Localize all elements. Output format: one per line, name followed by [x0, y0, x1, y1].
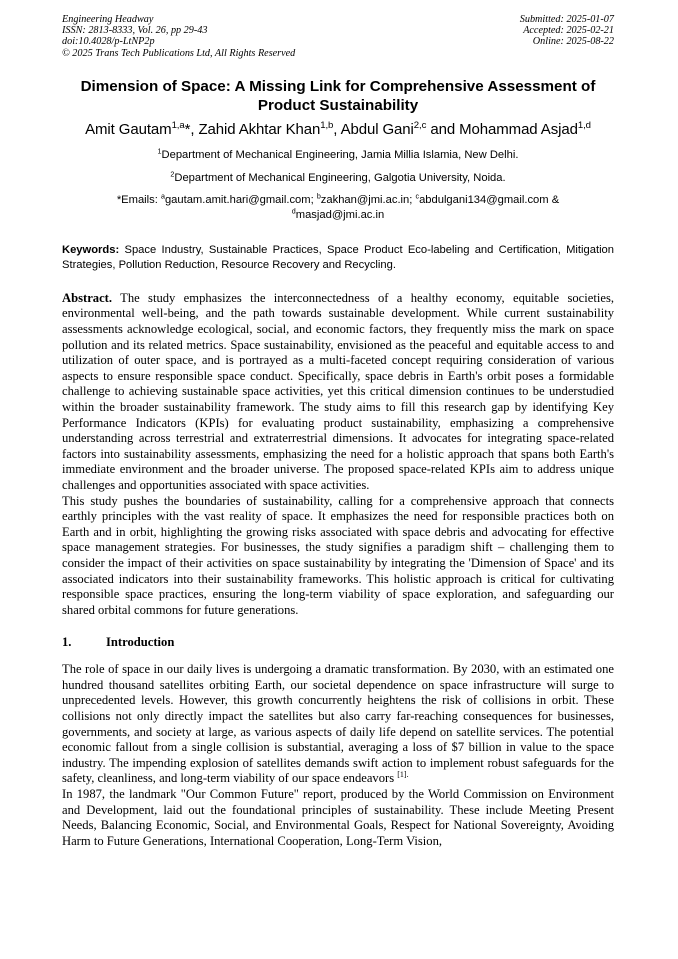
- author-separator: ,: [333, 120, 341, 138]
- author-separator: and: [426, 120, 460, 138]
- keywords: [62, 243, 614, 273]
- author-affiliation-mark: 1,b: [320, 119, 334, 131]
- email-link-d[interactable]: masjad@jmi.ac.in: [295, 208, 385, 221]
- section-heading: [62, 634, 614, 650]
- journal-copyright: © 2025 Trans Tech Publications Ltd, All Rights Reserved: [62, 47, 296, 59]
- affiliation: [62, 171, 614, 185]
- section-number: 1.: [62, 635, 72, 650]
- journal-issn: ISSN: 2813-8333, Vol. 26, pp 29-43: [62, 25, 208, 37]
- email-mark: b: [316, 192, 321, 201]
- introduction-body: [62, 662, 614, 849]
- affiliation-mark: 1: [157, 147, 162, 156]
- author-name: Amit Gautam: [85, 120, 172, 138]
- page-header: [62, 14, 614, 59]
- email-mark: d: [291, 207, 296, 216]
- author-separator: *,: [184, 120, 199, 138]
- abstract-paragraph: This study pushes the boundaries of sustainability, calling for a comprehensive approach that connects earthly principles with the vast reality of space. It emphasizes the need for responsible practices both on Earth and in orbit, highlighting the growing risks associated with space debris and advocating for effective space management strategies. For businesses, the study signifies a paradigm shift – challenging them to consider the impact of their activities on space sustainability by integrating the 'Dimension of Space' and its associated indicators into their sustainability frameworks. This holistic approach is critical for cultivating responsible space practices, ensuring the long-term viability of space exploration, and safeguarding our shared orbital commons for future generations.: [62, 493, 614, 617]
- affiliation-text: Department of Mechanical Engineering, Jamia Millia Islamia, New Delhi.: [161, 148, 519, 161]
- author-emails: [62, 193, 614, 223]
- author-affiliation-mark: 1,a: [171, 119, 185, 131]
- affiliation-mark: 2: [170, 170, 175, 179]
- paper-page: [62, 14, 614, 849]
- citation-ref[interactable]: [1].: [397, 770, 409, 780]
- abstract-text: The study emphasizes the interconnectedness of a healthy economy, equitable societies, environmental well-being, and the path towards sustainable development. While current sustainability assessments acknowledge ecological, social, and economic factors, they frequently miss the mark on space pollution and its related metrics. Space sustainability, envisioned as the peaceful and equitable access to and utilization of outer space, and is portrayed as a multi-faceted concept requiring consideration of various aspects to ensure responsible space conduct. Specifically, space debris in Earth's orbit poses a formidable challenge to achieving sustainable space activities, yet this critical dimension continues to be understudied within the broader sustainability framework. The study aims to fill this research gap by identifying Key Performance Indicators (KPIs) for evaluating product sustainability, emphasizing a comprehensive understanding across terrestrial and extraterrestrial dimensions. It advocates for integrating space-related factors into sustainability assessments, emphasizing the need for a holistic approach that spans both Earth's immediate environment and the broader universe. The proposed space-related KPIs aim to address unique challenges and opportunities associated with space activities.: [62, 290, 614, 492]
- journal-doi[interactable]: doi:10.4028/p-LtNP2p: [62, 36, 155, 48]
- keywords-label: Keywords:: [62, 243, 120, 256]
- date-submitted: Submitted: 2025-01-07: [519, 14, 614, 25]
- author-name: Mohammad Asjad: [459, 120, 578, 138]
- abstract-label: Abstract.: [62, 290, 113, 305]
- keywords-text: Space Industry, Sustainable Practices, Space Product Eco-labeling and Certification, Mitigation Strategies, Pollution Reduction, Resource Recovery and Recycling.: [62, 243, 614, 271]
- email-mark: a: [160, 192, 165, 201]
- date-accepted: Accepted: 2025-02-21: [523, 25, 614, 37]
- journal-info: [62, 14, 295, 59]
- affiliation-text: Department of Mechanical Engineering, Galgotia University, Noida.: [174, 171, 506, 184]
- author-name: Zahid Akhtar Khan: [198, 120, 321, 138]
- author-name: Abdul Gani: [340, 120, 414, 138]
- email-mark: c: [415, 192, 420, 201]
- emails-label: *Emails:: [116, 193, 161, 206]
- abstract-paragraph: [62, 291, 614, 494]
- paragraph-text: The role of space in our daily lives is undergoing a dramatic transformation. By 2030, with an estimated one hundred thousand satellites orbiting Earth, our societal dependence on space infrastructure will surge to unprecedented levels. However, this growth concurrently heightens the risk of collisions in orbit. These collisions not only directly impact the satellites but also carry far-reaching consequences for businesses, governments, and society at large, as various aspects of daily life depend on satellite services. The potential economic fallout from a single collision is substantial, averaging a loss of $7 billion in value to the space industry. The impending explosion of satellites demands swift action to implement robust safeguards for the safety, cleanliness, and long-term viability of our space endeavors: [62, 662, 614, 786]
- body-paragraph: [62, 662, 614, 787]
- abstract: [62, 291, 614, 618]
- email-link-a[interactable]: gautam.amit.hari@gmail.com;: [164, 193, 317, 206]
- publication-dates: [520, 14, 614, 59]
- email-link-c[interactable]: abdulgani134@gmail.com &: [419, 193, 560, 206]
- author-affiliation-mark: 2,c: [413, 119, 427, 131]
- journal-name: Engineering Headway: [62, 14, 154, 25]
- paper-title: Dimension of Space: A Missing Link for Comprehensive Assessment of Product Sustainability: [80, 77, 596, 114]
- body-paragraph: In 1987, the landmark "Our Common Future" report, produced by the World Commission on Environment and Development, laid out the foundational principles of sustainability. These include Meeting Present Needs, Balancing Economic, Social, and Environmental Goals, Respect for National Sovereignty, Avoiding Harm to Future Generations, International Cooperation, Long-Term Vision,: [62, 787, 614, 848]
- affiliation: [62, 148, 614, 162]
- author-affiliation-mark: 1,d: [577, 119, 591, 131]
- author-list: [62, 120, 614, 140]
- email-link-b[interactable]: zakhan@jmi.ac.in;: [320, 193, 416, 206]
- section-title: Introduction: [106, 635, 175, 650]
- date-online: Online: 2025-08-22: [532, 36, 614, 48]
